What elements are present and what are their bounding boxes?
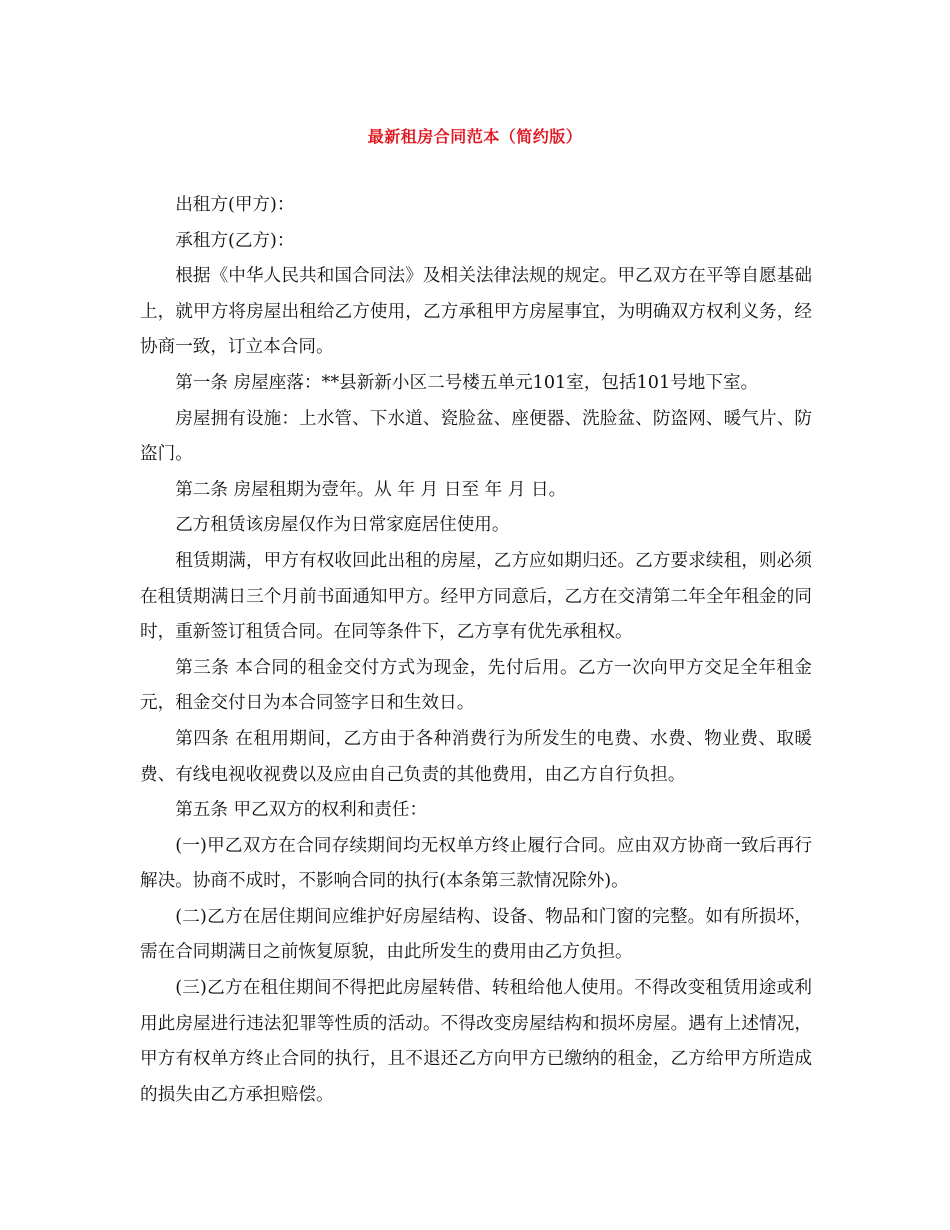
party-b-line: 承租方(乙方)：	[175, 230, 295, 251]
article-5-clause-3: (三)乙方在租住期间不得把此房屋转借、转租给他人使用。不得改变租赁用途或利用此房屋进行违法犯罪等性质的活动。不得改变房屋结构和损坏房屋。遇有上述情况，甲方有权单方终止合同的执行，且不退还乙方向甲方已缴纳的租金，乙方给甲方所造成的损失由乙方承担赔偿。	[140, 978, 812, 1105]
article-5-heading: 第五条 甲乙双方的权利和责任：	[175, 800, 428, 821]
article-3-payment: 第三条 本合同的租金交付方式为现金，先付后用。乙方一次向甲方交足全年租金 元，租金交付日为本合同签字日和生效日。	[140, 657, 812, 714]
article-2-usage: 乙方租赁该房屋仅作为日常家庭居住使用。	[175, 515, 510, 536]
document-title: 最新租房合同范本（简约版）	[367, 127, 583, 146]
article-5-clause-1: (一)甲乙双方在合同存续期间均无权单方终止履行合同。应由双方协商一致后再行解决。协商不成时，不影响合同的执行(本条第三款情况除外)。	[140, 835, 812, 892]
preamble-paragraph: 根据《中华人民共和国合同法》及相关法律法规的规定。甲乙双方在平等自愿基础上，就甲方将房屋出租给乙方使用，乙方承租甲方房屋事宜，为明确双方权利义务，经协商一致，订立本合同。	[140, 266, 812, 358]
article-1-facilities: 房屋拥有设施：上水管、下水道、瓷脸盆、座便器、洗脸盆、防盗网、暖气片、防盗门。	[140, 408, 812, 465]
article-4-fees: 第四条 在租用期间，乙方由于各种消费行为所发生的电费、水费、物业费、取暖费、有线电视收视费以及应由自己负责的其他费用，由乙方自行负担。	[140, 728, 812, 785]
article-5-clause-2: (二)乙方在居住期间应维护好房屋结构、设备、物品和门窗的完整。如有所损坏，需在合同期满日之前恢复原貌，由此所发生的费用由乙方负担。	[140, 906, 812, 963]
article-1-location: 第一条 房屋座落：**县新新小区二号楼五单元101室，包括101号地下室。	[175, 372, 759, 393]
article-2-term: 第二条 房屋租期为壹年。从 年 月 日至 年 月 日。	[175, 479, 567, 500]
document-body	[140, 188, 812, 1113]
party-a-line: 出租方(甲方)：	[175, 195, 295, 215]
article-2-renewal: 租赁期满，甲方有权收回此出租的房屋，乙方应如期归还。乙方要求续租，则必须在租赁期满日三个月前书面通知甲方。经甲方同意后，乙方在交清第二年全年租金的同时，重新签订租赁合同。在同等条件下，乙方享有优先承租权。	[140, 550, 812, 643]
